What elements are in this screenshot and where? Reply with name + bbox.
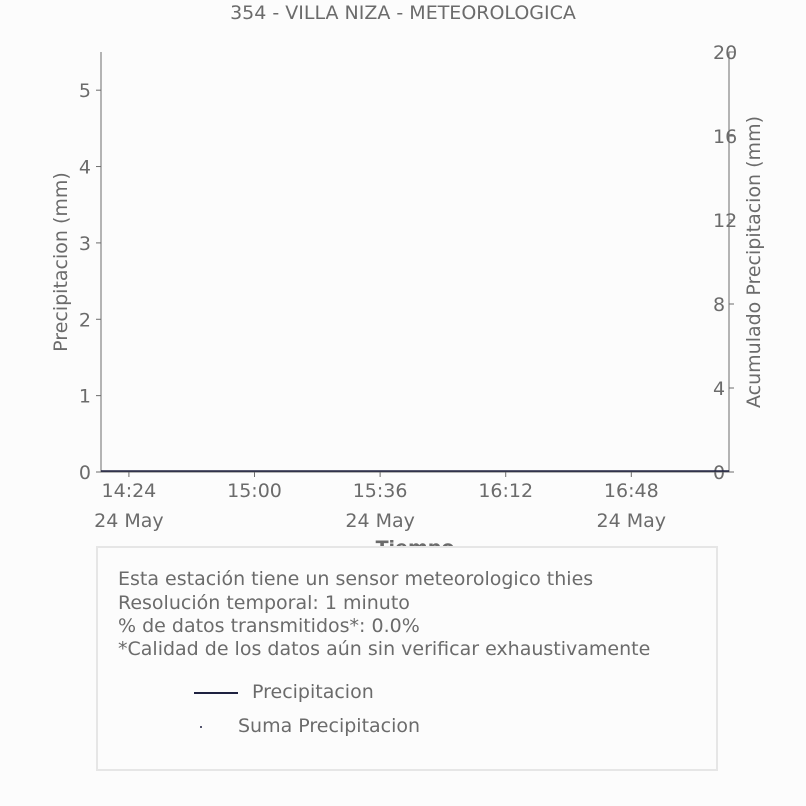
y-tick-label: 0 bbox=[78, 462, 91, 484]
x-tick-label: 15:36 bbox=[352, 480, 408, 502]
y-axis-label: Precipitacion (mm) bbox=[50, 172, 72, 352]
y-tick-label: 5 bbox=[78, 80, 91, 103]
x-tick-label: 16:48 bbox=[603, 480, 659, 502]
info-transmitted-line: % de datos transmitidos*: 0.0% bbox=[118, 615, 420, 637]
y2-axis-label: Acumulado Precipitacion (mm) bbox=[743, 116, 765, 408]
y2-tick-label: 8 bbox=[713, 294, 726, 316]
y2-tick-label: 4 bbox=[713, 378, 726, 400]
y-tick-label: 2 bbox=[78, 309, 91, 332]
x-date-label: 24 May bbox=[345, 510, 415, 532]
y-tick-label: 4 bbox=[78, 156, 91, 179]
legend-precipitacion-label: Precipitacion bbox=[252, 681, 374, 703]
chart-title: 354 - VILLA NIZA - METEOROLOGICA bbox=[230, 2, 576, 24]
x-tick-label: 14:24 bbox=[101, 480, 157, 502]
legend-dot-swatch bbox=[200, 726, 202, 728]
x-date-label: 24 May bbox=[94, 510, 164, 532]
y2-tick-label: 20 bbox=[713, 42, 738, 64]
info-quality-line: *Calidad de los datos aún sin verificar exhaustivamente bbox=[118, 638, 651, 660]
legend-suma-label: Suma Precipitacion bbox=[238, 715, 421, 737]
info-sensor-line: Esta estación tiene un sensor meteorologico thies bbox=[118, 568, 594, 590]
info-resolution-line: Resolución temporal: 1 minuto bbox=[118, 592, 410, 614]
x-tick-label: 15:00 bbox=[227, 480, 282, 502]
y2-tick-label: 16 bbox=[713, 126, 738, 148]
x-date-label: 24 May bbox=[596, 510, 667, 532]
y2-tick-label: 12 bbox=[713, 210, 738, 232]
y-tick-label: 1 bbox=[78, 385, 91, 408]
y2-tick-label: 0 bbox=[713, 462, 726, 484]
legend-line-swatch bbox=[194, 692, 238, 694]
y-tick-label: 3 bbox=[78, 232, 91, 255]
x-tick-label: 16:12 bbox=[478, 480, 534, 502]
info-legend-box bbox=[96, 546, 718, 771]
